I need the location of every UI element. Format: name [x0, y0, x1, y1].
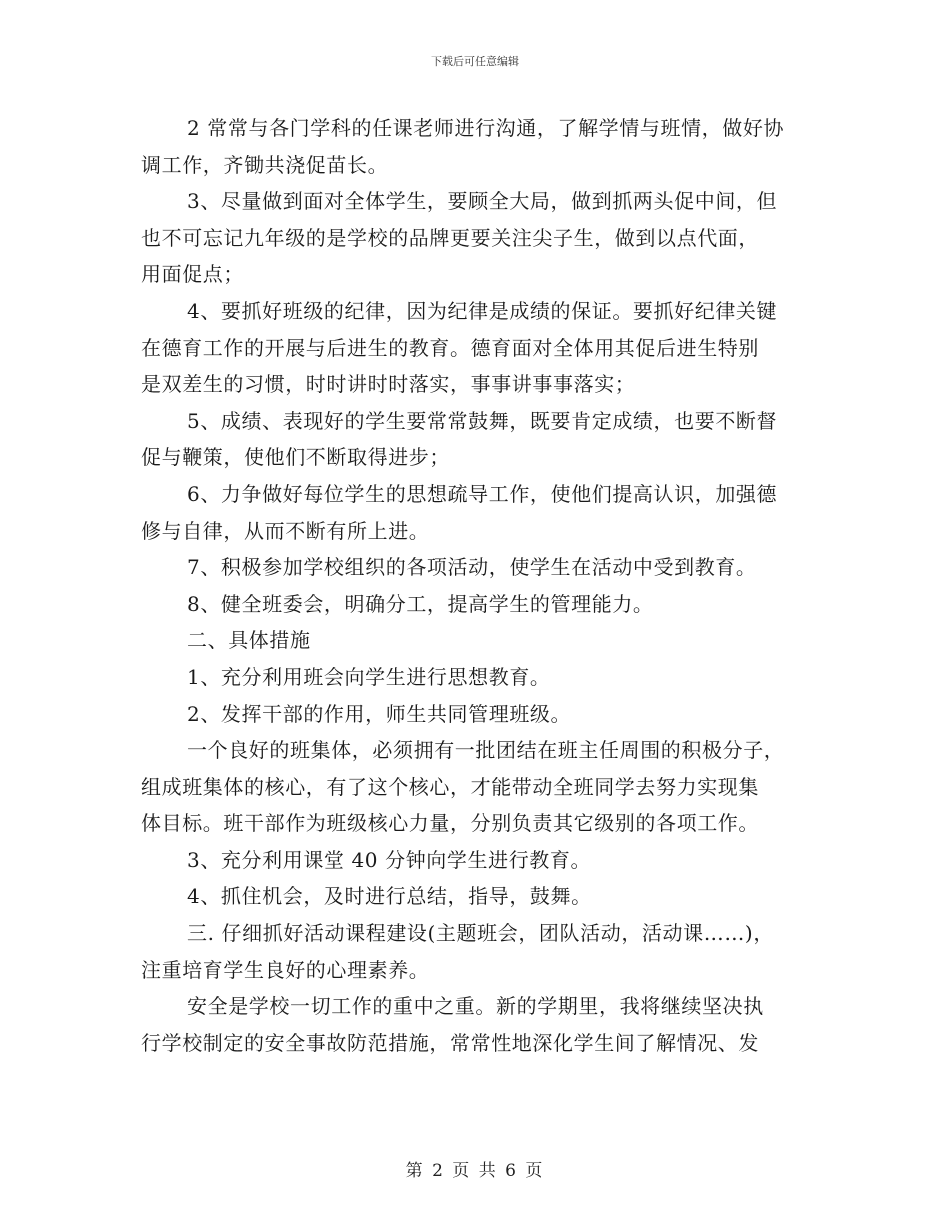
text-line: 7、积极参加学校组织的各项活动，使学生在活动中受到教育。 [187, 555, 757, 580]
text-line: 4、抓住机会，及时进行总结，指导，鼓舞。 [187, 884, 592, 909]
section-heading: 二、具体措施 [187, 628, 311, 653]
text-line: 促与鞭策，使他们不断取得进步； [141, 445, 450, 470]
text-line: 5、成绩、表现好的学生要常常鼓舞，既要肯定成绩，也要不断督 [187, 408, 778, 433]
text-line: 在德育工作的开展与后进生的教育。德育面对全体用其促后进生特别 [141, 335, 759, 360]
text-line: 4、要抓好班级的纪律，因为纪律是成绩的保证。要抓好纪律关键 [187, 298, 778, 323]
page-number-footer: 第 2 页 共 6 页 [405, 1161, 545, 1181]
text-line: 1、充分利用班会向学生进行思想教育。 [187, 664, 551, 689]
page-header: 下载后可任意编辑 [431, 55, 519, 68]
text-line: 修与自律，从而不断有所上进。 [141, 518, 430, 543]
text-line: 体目标。班干部作为班级核心力量，分别负责其它级别的各项工作。 [141, 811, 759, 836]
text-line: 2、发挥干部的作用，师生共同管理班级。 [187, 701, 572, 726]
text-line: 注重培育学生良好的心理素养。 [141, 957, 430, 982]
text-line: 一个良好的班集体，必须拥有一批团结在班主任周围的积极分子， [187, 738, 785, 763]
text-line: 安全是学校一切工作的重中之重。新的学期里，我将继续坚决执 [187, 994, 764, 1019]
text-line: 2 常常与各门学科的任课老师进行沟通，了解学情与班情，做好协 [187, 116, 785, 140]
text-line: 组成班集体的核心，有了这个核心，才能带动全班同学去努力实现集 [141, 774, 759, 799]
text-line: 也不可忘记九年级的是学校的品牌更要关注尖子生，做到以点代面， [141, 225, 759, 250]
text-line: 8、健全班委会，明确分工，提高学生的管理能力。 [187, 591, 654, 616]
text-line: 3、充分利用课堂 40 分钟向学生进行教育。 [187, 847, 592, 872]
text-line: 用面促点； [141, 262, 244, 287]
text-line: 调工作，齐锄共浇促苗长。 [141, 152, 389, 177]
text-line: 是双差生的习惯，时时讲时时落实，事事讲事事落实； [141, 372, 636, 397]
section-heading: 三. 仔细抓好活动课程建设(主题班会，团队活动，活动课……)， [187, 921, 774, 946]
document-body [141, 110, 811, 1061]
text-line: 行学校制定的安全事故防范措施，常常性地深化学生间了解情况、发 [141, 1030, 759, 1055]
text-line: 3、尽量做到面对全体学生，要顾全大局，做到抓两头促中间，但 [187, 189, 778, 214]
text-line: 6、力争做好每位学生的思想疏导工作，使他们提高认识，加强德 [187, 481, 778, 506]
